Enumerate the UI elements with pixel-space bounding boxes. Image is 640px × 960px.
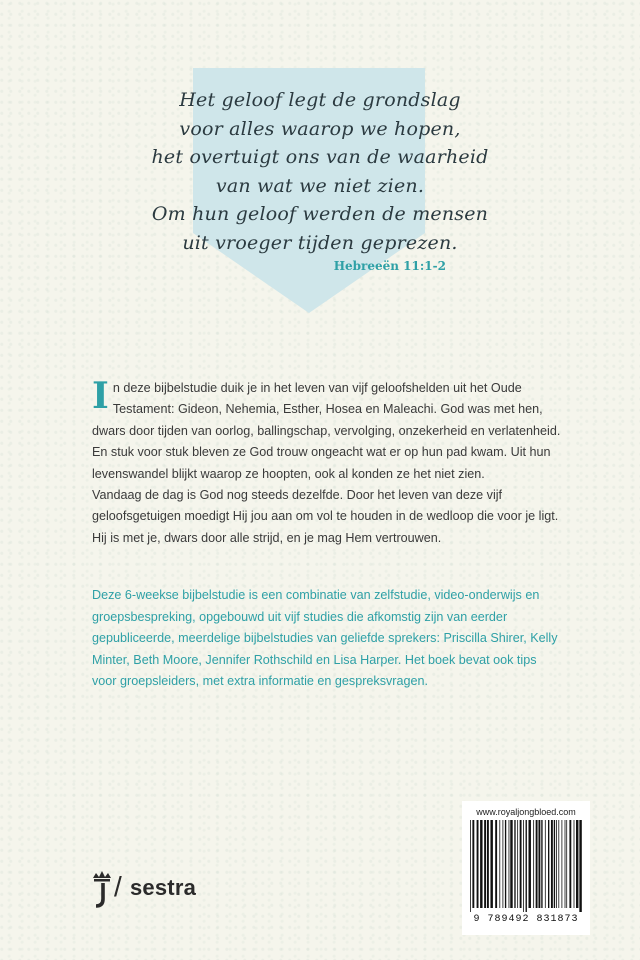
quote-line: het overtuigt ons van de waarheid — [151, 146, 489, 168]
intro-text — [92, 375, 562, 549]
crown-j-icon — [88, 869, 116, 909]
barcode — [468, 820, 584, 912]
description-text — [92, 585, 562, 693]
quote-line: uit vroeger tijden geprezen. — [182, 231, 458, 254]
quote-line: van wat we niet zien. — [215, 174, 425, 197]
description-paragraph: Deze 6-weekse bijbelstudie is een combinatie van zelfstudie, video-onderwijs en groepsbespreking, opgebouwd uit vijf studies die afkomstig zijn van eerder gepubliceerde, meerdelige bijbelstudies van geliefde sprekers: Priscilla Shirer, Kelly Minter, Beth Moore, Jennifer Rothschild en Lisa Harper. Het boek bevat ook tips voor groepsleiders, met extra informatie en gespreksvragen. — [92, 588, 558, 688]
quote-line: Het geloof legt de grondslag — [179, 89, 461, 111]
logo-slash: / — [114, 871, 122, 902]
publisher-name: sestra — [130, 875, 197, 900]
barcode-panel — [462, 801, 590, 935]
drop-cap: I — [92, 375, 109, 417]
bible-quote — [130, 86, 510, 257]
quote-line: Om hun geloof werden de mensen — [151, 203, 489, 225]
intro-paragraph-2: Vandaag de dag is God nog steeds dezelfde. Door het leven van deze vijf geloofsgetuigen moedigt Hij jou aan om vol te houden in de wedloop die voor je ligt. Hij is met je, dwars door alle strijd, en je mag Hem vertrouwen. — [92, 488, 559, 545]
intro-paragraph-1: n deze bijbelstudie duik je in het leven van vijf geloofshelden uit het Oude Testament: Gideon, Nehemia, Esther, Hosea en Maleachi. God was met hen, dwars door tijden van oorlog, ballingschap, vervolging, onzekerheid en verlatenheid. En stuk voor stuk bleven ze God trouw ongeacht wat er op hun pad kwam. Uit hun levenswandel blijkt waarop ze hoopten, ook al konden ze het niet zien. — [92, 381, 561, 481]
isbn-number: 9 789492 831873 — [473, 914, 579, 925]
publisher-url: www.royaljongbloed.com — [476, 807, 576, 817]
quote-reference: Hebreeën 11:1-2 — [333, 259, 446, 273]
quote-line: voor alles waarop we hopen, — [179, 117, 461, 140]
